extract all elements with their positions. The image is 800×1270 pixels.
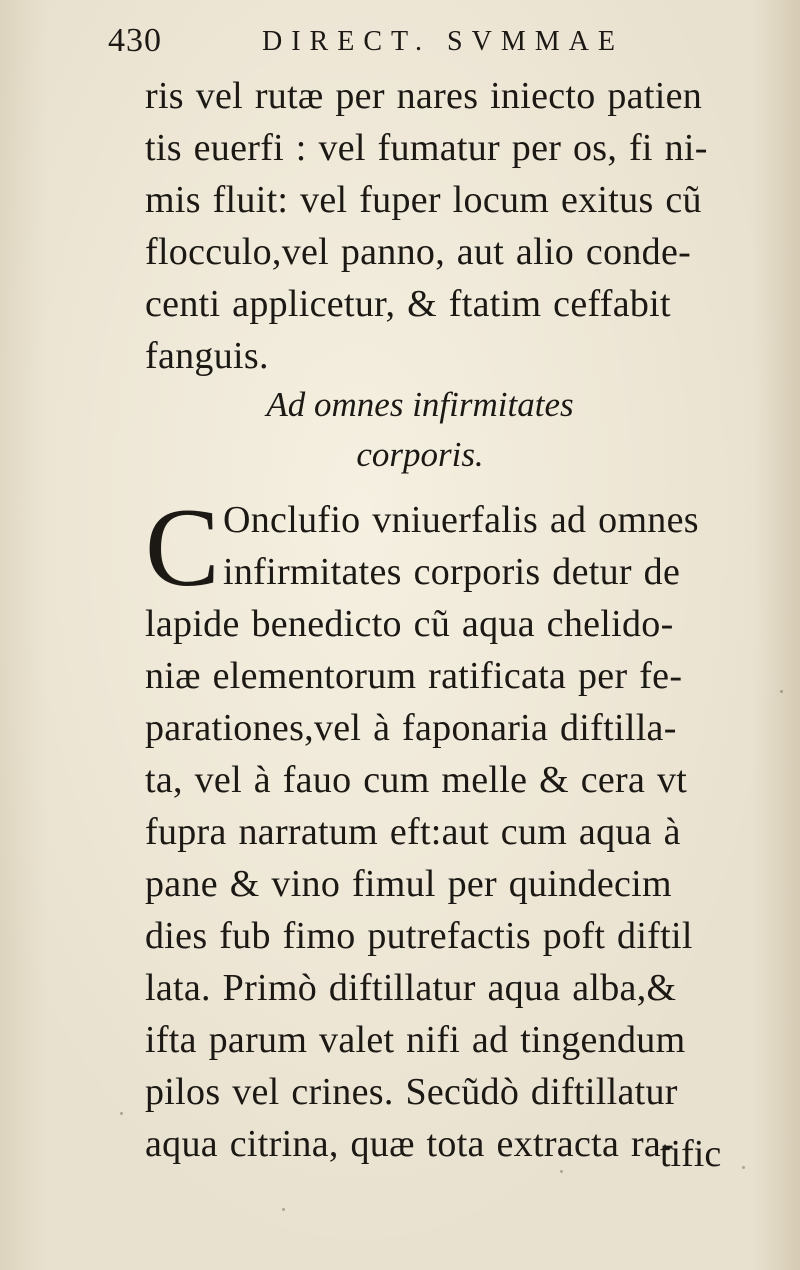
text-line: centi applicetur, & ftatim ceffabit — [145, 283, 671, 325]
text-line: fupra narratum eft:aut cum aqua à — [145, 811, 681, 853]
heading-line: Ad omnes infirmitates — [266, 385, 574, 424]
catchword: tific — [660, 1133, 722, 1175]
text-line: infirmitates corporis detur de — [223, 551, 681, 593]
page-header — [108, 18, 668, 62]
text-line: lata. Primò diftillatur aqua alba,& — [145, 967, 677, 1009]
text-line: pane & vino fimul per quindecim — [145, 863, 672, 905]
running-title: DIRECT. SVMMAE — [262, 26, 624, 57]
text-line: parationes,vel à faponaria diftilla- — [145, 707, 677, 749]
text-line: pilos vel crines. Secũdò diftillatur — [145, 1071, 678, 1113]
text-line: ris vel rutæ per nares iniecto patien — [145, 75, 703, 117]
text-line: ta, vel à fauo cum melle & cera vt — [145, 759, 688, 801]
paragraph-continued — [145, 70, 765, 382]
section-heading — [160, 380, 680, 480]
text-line: aqua citrina, quæ tota extracta ra- — [145, 1123, 675, 1165]
drop-cap: C — [145, 486, 220, 610]
text-line: flocculo,vel panno, aut alio conde- — [145, 231, 692, 273]
text-line: tis euerfi : vel fumatur per os, fi ni- — [145, 127, 708, 169]
text-line: lapide benedicto cũ aqua chelido- — [145, 603, 674, 645]
heading-line: corporis. — [356, 435, 484, 474]
page-number: 430 — [108, 22, 162, 59]
text-line: fanguis. — [145, 335, 269, 377]
text-line: Onclufio vniuerfalis ad omnes — [223, 499, 699, 541]
text-line: dies fub fimo putrefactis poft diftil — [145, 915, 693, 957]
text-line: niæ elementorum ratificata per fe- — [145, 655, 683, 697]
text-line: mis fluit: vel fuper locum exitus cũ — [145, 179, 702, 221]
text-line: ifta parum valet nifi ad tingendum — [145, 1019, 686, 1061]
paragraph-main — [145, 486, 765, 1170]
